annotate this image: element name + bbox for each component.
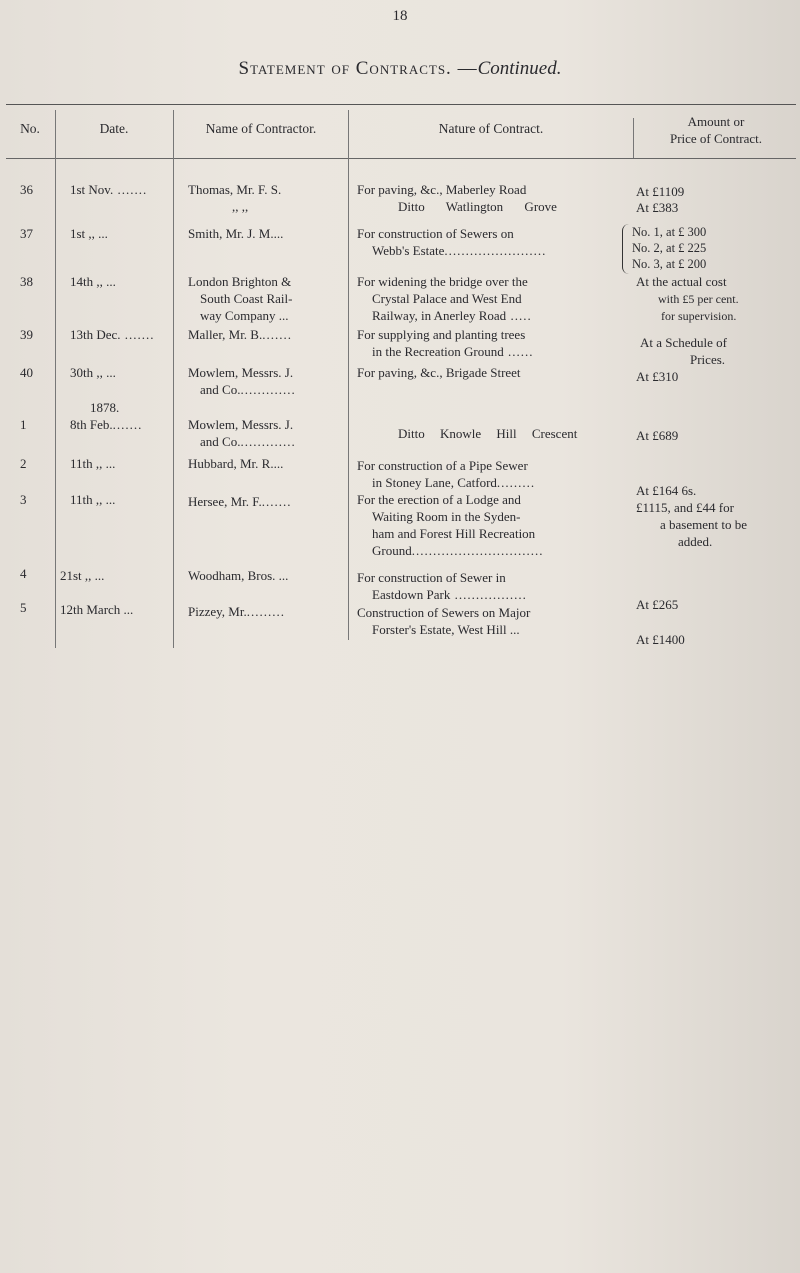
row-nature: For widening the bridge over the [357, 274, 528, 289]
amount: with £5 per cent. [658, 292, 739, 306]
amount: At £310 [636, 369, 679, 384]
row-nature: Ground............................... [372, 543, 544, 558]
row-no: 37 [20, 226, 33, 241]
brace-glyph [622, 224, 629, 274]
amount: At £1400 [636, 632, 685, 647]
amount: At £265 [636, 597, 679, 612]
row-contractor: and Co.............. [200, 434, 296, 449]
row-nature: Crystal Palace and West End [372, 291, 522, 306]
row-no: 5 [20, 600, 27, 615]
row-no: 39 [20, 327, 33, 342]
row-contractor: Mowlem, Messrs. J. [188, 365, 294, 380]
row-no: 2 [20, 456, 27, 471]
header-top-rule [6, 104, 796, 105]
amount: At £689 [636, 428, 679, 443]
row-no: 40 [20, 365, 33, 380]
row-nature: Ditto Watlington Grove [398, 199, 557, 214]
year-label: 1878. [90, 400, 120, 415]
row-no: 4 [20, 566, 27, 581]
row-nature: Railway, in Anerley Road ..... [372, 308, 532, 323]
row-contractor: ,, ,, [232, 199, 249, 214]
row-contractor: Mowlem, Messrs. J. [188, 417, 294, 432]
row-no: 1 [20, 417, 27, 432]
row-nature: For construction of Sewers on [357, 226, 514, 241]
header-no: No. [20, 121, 40, 136]
row-nature: in Stoney Lane, Catford......... [372, 475, 536, 490]
row-contractor: Smith, Mr. J. M.... [188, 226, 284, 241]
row-nature: Ditto Knowle Hill Crescent [398, 426, 578, 441]
amount: No. 3, at £ 200 [632, 257, 707, 271]
column-divider [173, 110, 174, 648]
row-contractor: Hubbard, Mr. R.... [188, 456, 284, 471]
row-contractor: Hersee, Mr. F........ [188, 494, 292, 509]
row-nature: in the Recreation Ground ...... [372, 344, 534, 359]
header-amount-line: Price of Contract. [669, 131, 763, 146]
header-date: Date. [99, 121, 129, 136]
row-nature: For construction of a Pipe Sewer [357, 458, 528, 473]
row-contractor: Thomas, Mr. F. S. [188, 182, 282, 197]
row-no: 38 [20, 274, 33, 289]
row-contractor: South Coast Rail- [200, 291, 293, 306]
row-date: 1st Nov. ....... [70, 182, 148, 197]
row-nature: For construction of Sewer in [357, 570, 506, 585]
row-no: 36 [20, 182, 33, 197]
amount: At £383 [636, 200, 679, 215]
row-date: 30th ,, ... [70, 365, 116, 380]
header-amount-line: Amount or [687, 114, 745, 129]
title-dash: — [451, 58, 478, 79]
page-number: 18 [392, 8, 408, 24]
amount: added. [678, 534, 713, 549]
row-date: 12th March ... [60, 602, 134, 617]
amount: £1115, and £44 for [636, 500, 734, 515]
row-contractor: Maller, Mr. B........ [188, 327, 292, 342]
amount: No. 1, at £ 300 [632, 225, 707, 239]
amount: No. 2, at £ 225 [632, 241, 707, 255]
amount: for supervision. [661, 309, 737, 323]
title-main: Statement of Contracts. [238, 58, 452, 79]
page-title [0, 58, 800, 80]
header-amount [636, 113, 796, 147]
amount: Prices. [690, 352, 726, 367]
row-nature: Eastdown Park ................. [372, 587, 527, 602]
column-divider [633, 118, 634, 158]
column-divider [348, 110, 349, 640]
amount: At £164 6s. [636, 483, 697, 498]
row-date: 8th Feb........ [70, 417, 143, 432]
row-nature: For supplying and planting trees [357, 327, 526, 342]
header-bottom-rule [6, 158, 796, 159]
amount: At a Schedule of [640, 335, 728, 350]
row-date: 11th ,, ... [70, 492, 116, 507]
row-nature: Forster's Estate, West Hill ... [372, 622, 520, 637]
row-date: 1st ,, ... [70, 226, 108, 241]
row-nature: For paving, &c., Brigade Street [357, 365, 521, 380]
row-nature: Construction of Sewers on Major [357, 605, 531, 620]
amount: At the actual cost [636, 274, 727, 289]
row-contractor: and Co.............. [200, 382, 296, 397]
amount: At £1109 [636, 184, 685, 199]
row-contractor: Woodham, Bros. ... [188, 568, 289, 583]
amount: a basement to be [660, 517, 747, 532]
column-divider [55, 110, 56, 648]
row-date: 11th ,, ... [70, 456, 116, 471]
title-continued: Continued. [477, 58, 562, 79]
row-nature: ham and Forest Hill Recreation [372, 526, 536, 541]
header-contractor: Name of Contractor. [205, 121, 317, 136]
row-date: 14th ,, ... [70, 274, 116, 289]
row-nature: Webb's Estate........................ [372, 243, 547, 258]
row-date: 13th Dec. ....... [70, 327, 155, 342]
row-nature: For paving, &c., Maberley Road [357, 182, 527, 197]
row-contractor: way Company ... [200, 308, 289, 323]
row-date: 21st ,, ... [60, 568, 105, 583]
row-nature: For the erection of a Lodge and [357, 492, 521, 507]
header-nature: Nature of Contract. [438, 121, 544, 136]
row-contractor: London Brighton & [188, 274, 292, 289]
row-contractor: Pizzey, Mr.......... [188, 604, 285, 619]
row-no: 3 [20, 492, 27, 507]
row-nature: Waiting Room in the Syden- [372, 509, 521, 524]
